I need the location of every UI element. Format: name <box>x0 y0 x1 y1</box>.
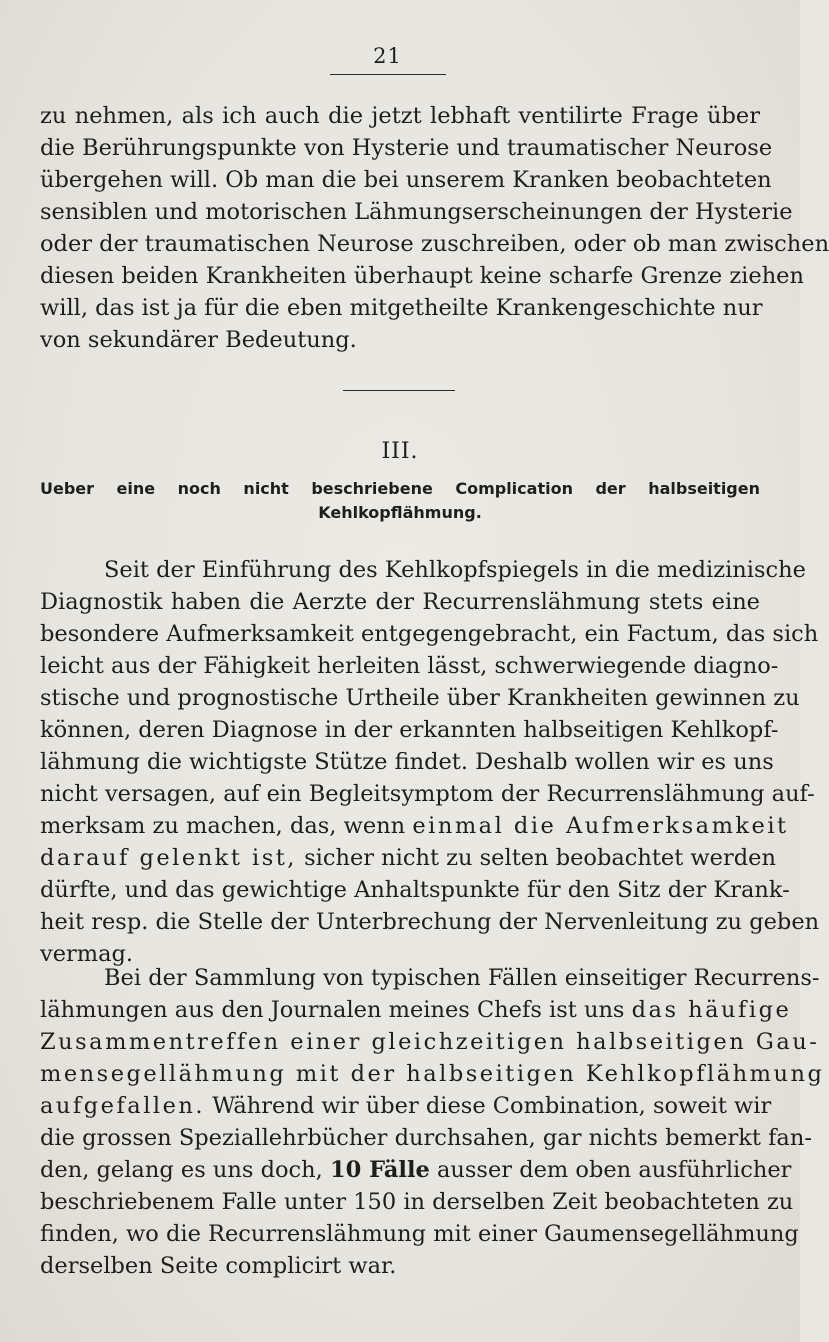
text-line: diesen beiden Krankheiten überhaupt keine scharfe Grenze ziehen <box>40 263 804 289</box>
text-line: stische und prognostische Urtheile über Krankheiten gewinnen zu <box>40 685 800 711</box>
text-line: die grossen Speziallehrbücher durchsahen, gar nichts bemerkt fan- <box>40 1125 812 1151</box>
text-line: vermag. <box>40 941 134 967</box>
emphasized-text: das häufige <box>631 997 792 1023</box>
text-line: können, deren Diagnose in der erkannten halbseitigen Kehlkopf- <box>40 717 779 743</box>
text-line: Seit der Einführung des Kehlkopfspiegels in die medizinische <box>104 557 806 583</box>
bold-text: 10 Fälle <box>329 1157 430 1183</box>
text-line: oder der traumatischen Neurose zuschreiben, oder ob man zwischen <box>40 231 829 257</box>
intro-paragraph <box>40 100 829 356</box>
emphasized-text: einmal die Aufmerksamkeit <box>412 813 789 839</box>
text-line <box>40 842 776 874</box>
text-line: die Berührungspunkte von Hysterie und traumatischer Neurose <box>40 135 773 161</box>
text-fragment: sicher nicht zu selten beobachtet werden <box>296 845 776 871</box>
text-line: sensiblen und motorischen Lähmungserscheinungen der Hysterie <box>40 199 793 225</box>
emphasized-text: darauf gelenkt ist, <box>40 845 297 871</box>
text-line <box>40 1090 772 1122</box>
section-title-line: Kehlkopflähmung. <box>318 503 482 522</box>
paragraph-2 <box>40 962 825 1282</box>
text-line: übergehen will. Ob man die bei unserem Kranken beobachteten <box>40 167 772 193</box>
emphasized-text: aufgefallen. <box>40 1093 206 1119</box>
text-line: Zusammentreffen einer gleichzeitigen halbseitigen Gau- <box>40 1029 820 1055</box>
paragraph-1 <box>40 554 820 970</box>
text-line: mensegellähmung mit der halbseitigen Kehlkopflähmung <box>40 1061 825 1087</box>
text-line: leicht aus der Fähigkeit herleiten lässt, schwerwiegende diagno- <box>40 653 779 679</box>
text-fragment: merksam zu machen, das, wenn <box>40 813 413 839</box>
text-line: dürfte, und das gewichtige Anhaltspunkte für den Sitz der Krank- <box>40 877 790 903</box>
text-fragment: Während wir über diese Combination, soweit wir <box>205 1093 772 1119</box>
section-title-line: Ueber eine noch nicht beschriebene Complication der halbseitigen <box>40 479 760 498</box>
text-line: beschriebenem Falle unter 150 in derselben Zeit beobachteten zu <box>40 1189 794 1215</box>
page-number-rule <box>330 74 446 75</box>
text-line: finden, wo die Recurrenslähmung mit einer Gaumensegellähmung <box>40 1221 799 1247</box>
text-fragment: ausser dem oben ausführlicher <box>429 1157 792 1183</box>
text-line: will, das ist ja für die eben mitgetheilte Krankengeschichte nur <box>40 295 763 321</box>
text-line: Bei der Sammlung von typischen Fällen einseitiger Recurrens- <box>104 965 820 991</box>
text-line: von sekundärer Bedeutung. <box>40 327 357 353</box>
text-line: lähmung die wichtigste Stütze findet. Deshalb wollen wir es uns <box>40 749 774 775</box>
text-line: Diagnostik haben die Aerzte der Recurrenslähmung stets eine <box>40 589 760 615</box>
text-line: zu nehmen, als ich auch die jetzt lebhaft ventilirte Frage über <box>40 103 760 129</box>
text-line <box>40 994 792 1026</box>
text-line: besondere Aufmerksamkeit entgegengebracht, ein Factum, das sich <box>40 621 819 647</box>
section-divider <box>343 390 455 391</box>
text-line <box>40 810 789 842</box>
text-line: heit resp. die Stelle der Unterbrechung der Nervenleitung zu geben <box>40 909 820 935</box>
section-title <box>40 477 760 525</box>
text-fragment: lähmungen aus den Journalen meines Chefs ist uns <box>40 997 632 1023</box>
text-line <box>40 1154 792 1186</box>
text-line: nicht versagen, auf ein Begleitsymptom der Recurrenslähmung auf- <box>40 781 815 807</box>
text-line: derselben Seite complicirt war. <box>40 1253 397 1279</box>
text-fragment: den, gelang es uns doch, <box>40 1157 330 1183</box>
page-number: 21 <box>373 44 402 68</box>
section-number: III. <box>381 439 419 464</box>
